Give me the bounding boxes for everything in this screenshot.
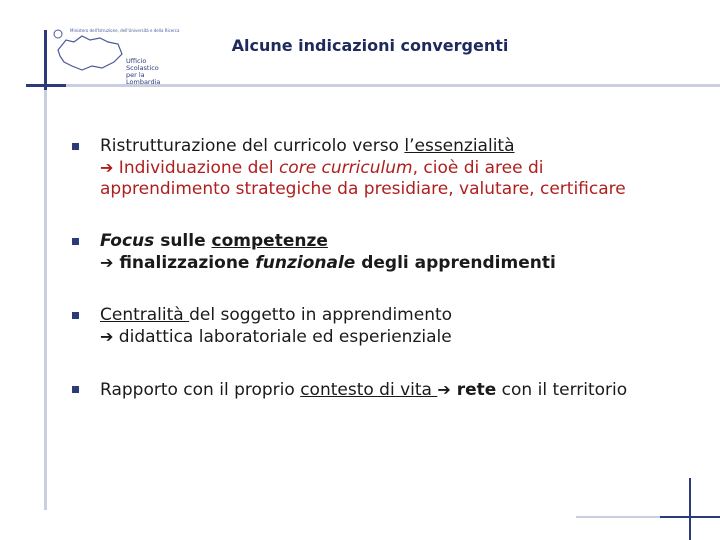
bullet-item-3: Centralità del soggetto in apprendimento ➔ didattica laboratoriale ed esperienziale: [72, 305, 672, 348]
bullet-item-4: Rapporto con il proprio contesto di vita ➔ rete con il territorio: [72, 379, 672, 401]
logo: [52, 28, 180, 86]
logo-office-text: Ufficio Scolastico per la Lombardia: [126, 57, 161, 86]
logo-ministry-text: Ministero dell'Istruzione, dell'Università e della Ricerca: [70, 28, 180, 33]
frame-vertical-accent: [44, 30, 47, 90]
slide-title: Alcune indicazioni convergenti: [231, 36, 509, 55]
square-bullet-icon: [72, 143, 79, 150]
corner-vertical-line: [689, 478, 691, 540]
square-bullet-icon: [72, 238, 79, 245]
bullet-2-detail: ➔ finalizzazione funzionale degli apprendimenti: [100, 253, 556, 273]
bullet-1-detail: ➔ Individuazione del core curriculum, cioè di aree di apprendimento strategiche da presidiare, valutare, certificare: [100, 158, 626, 199]
bullet-list: [72, 136, 672, 401]
frame-vertical-line: [44, 30, 47, 510]
arrow-icon: ➔: [437, 380, 451, 399]
arrow-icon: ➔: [100, 253, 114, 272]
bullet-item-2: Focus sulle competenze ➔ finalizzazione funzionale degli apprendimenti: [72, 231, 672, 274]
arrow-icon: ➔: [100, 327, 114, 346]
bullet-3-detail: ➔ didattica laboratoriale ed esperienziale: [100, 327, 452, 347]
frame-horizontal-accent: [26, 84, 66, 87]
arrow-icon: ➔: [100, 158, 114, 177]
square-bullet-icon: [72, 386, 79, 393]
square-bullet-icon: [72, 312, 79, 319]
bullet-item-1: Ristrutturazione del curricolo verso l’essenzialità ➔ Individuazione del core curriculum, cioè di aree di apprendimento strategiche da presidiare, valutare, certificare: [72, 136, 672, 200]
